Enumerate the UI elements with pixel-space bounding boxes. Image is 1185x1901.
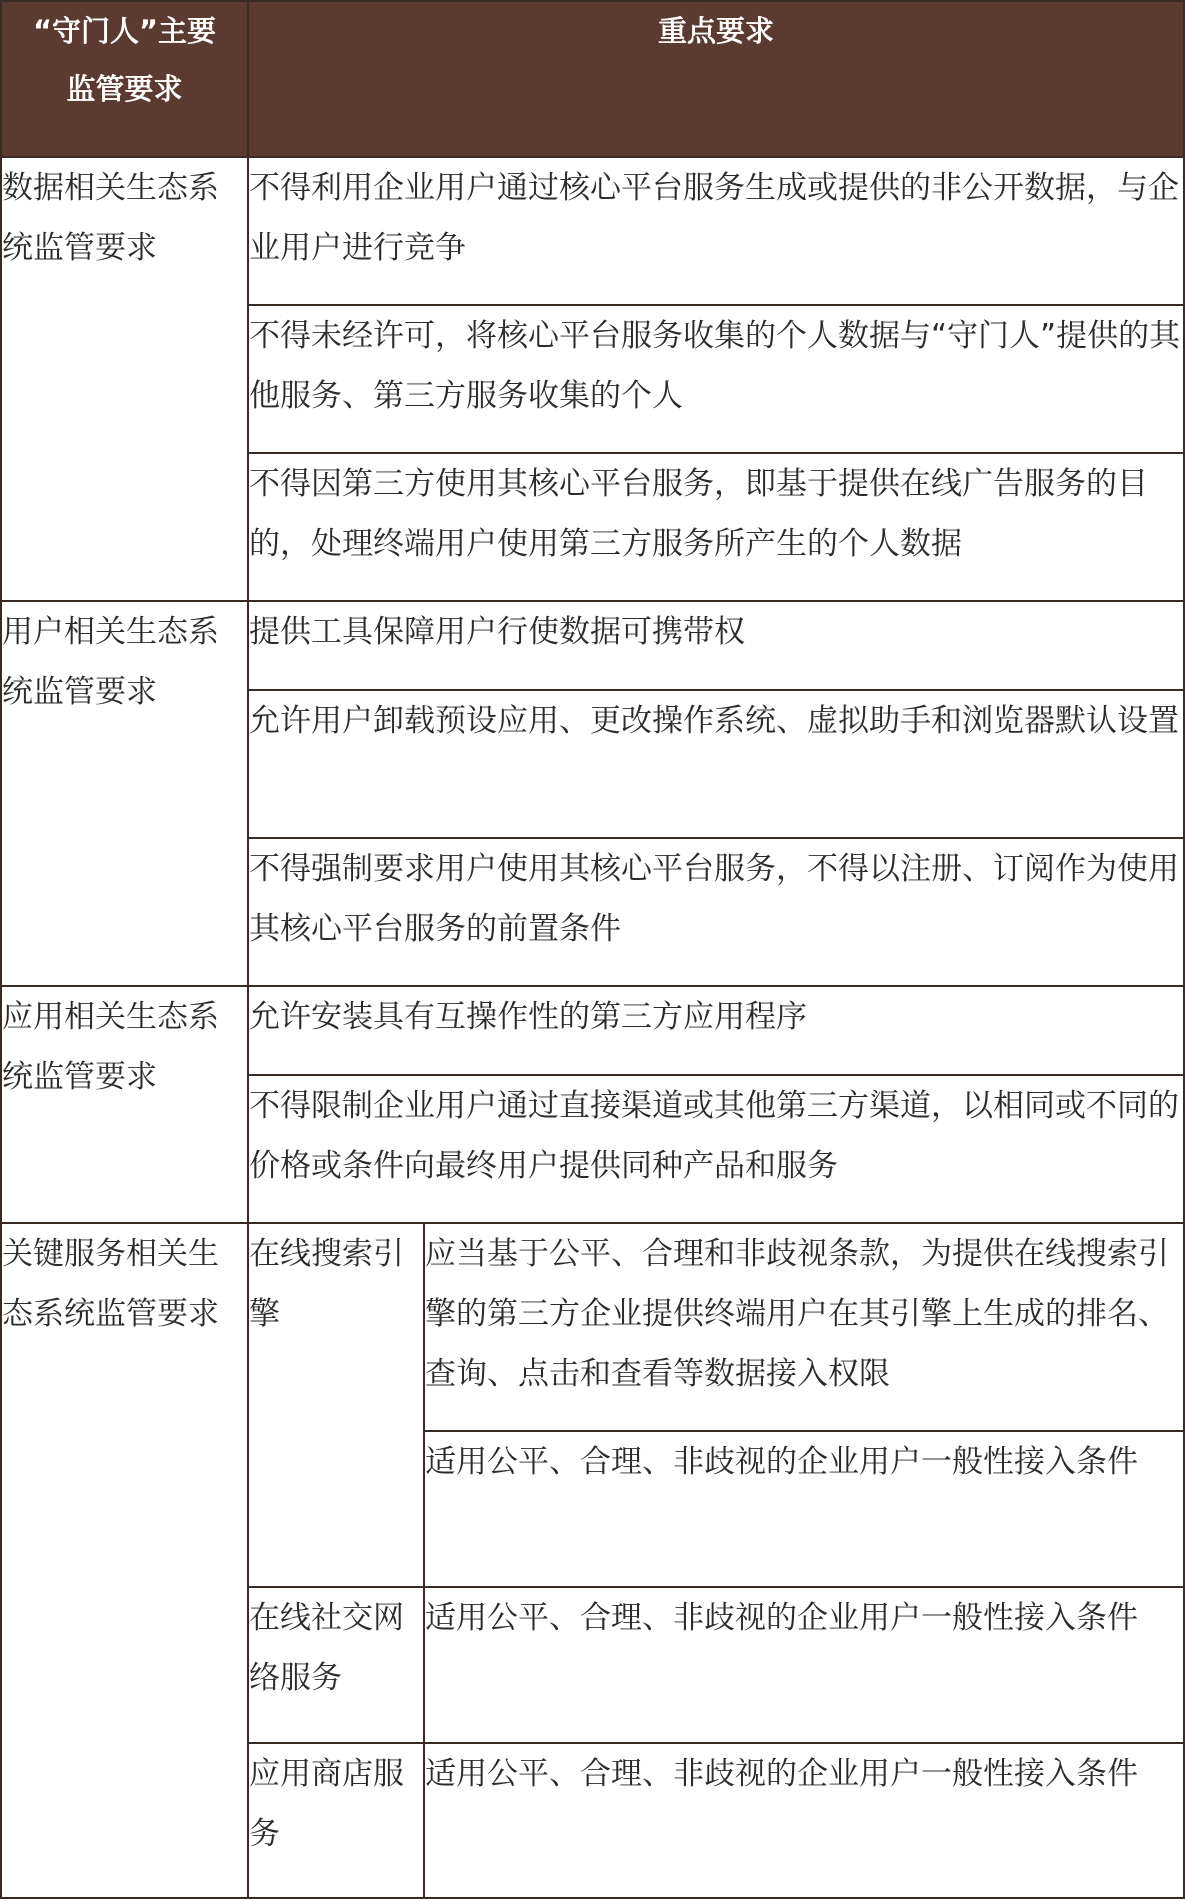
category-cell-data: 数据相关生态系统监管要求 — [1, 157, 248, 601]
category-cell-apps: 应用相关生态系统监管要求 — [1, 986, 248, 1223]
requirement-cell: 不得因第三方使用其核心平台服务，即基于提供在线广告服务的目的，处理终端用户使用第三方服务所产生的个人数据 — [248, 453, 1184, 601]
table-row — [1, 157, 1184, 305]
requirement-cell: 允许安装具有互操作性的第三方应用程序 — [248, 986, 1184, 1075]
category-cell-key-services: 关键服务相关生态系统监管要求 — [1, 1223, 248, 1898]
category-cell-users: 用户相关生态系统监管要求 — [1, 601, 248, 986]
service-cell-app-store: 应用商店服务 — [248, 1743, 424, 1898]
service-cell-search-engine: 在线搜索引擎 — [248, 1223, 424, 1587]
table-row — [1, 601, 1184, 690]
requirement-cell: 适用公平、合理、非歧视的企业用户一般性接入条件 — [424, 1431, 1184, 1587]
requirement-cell: 不得未经许可，将核心平台服务收集的个人数据与“守门人”提供的其他服务、第三方服务收集的个人 — [248, 305, 1184, 453]
requirement-cell: 提供工具保障用户行使数据可携带权 — [248, 601, 1184, 690]
requirement-cell: 不得强制要求用户使用其核心平台服务，不得以注册、订阅作为使用其核心平台服务的前置条件 — [248, 838, 1184, 986]
table-row — [1, 1223, 1184, 1431]
table-row — [1, 986, 1184, 1075]
requirement-cell: 适用公平、合理、非歧视的企业用户一般性接入条件 — [424, 1587, 1184, 1743]
requirement-cell: 不得限制企业用户通过直接渠道或其他第三方渠道，以相同或不同的价格或条件向最终用户提供同种产品和服务 — [248, 1075, 1184, 1223]
header-key-requirements: 重点要求 — [248, 1, 1184, 157]
service-cell-social-network: 在线社交网络服务 — [248, 1587, 424, 1743]
requirement-cell: 应当基于公平、合理和非歧视条款，为提供在线搜索引擎的第三方企业提供终端用户在其引擎上生成的排名、查询、点击和查看等数据接入权限 — [424, 1223, 1184, 1431]
requirement-cell: 不得利用企业用户通过核心平台服务生成或提供的非公开数据，与企业用户进行竞争 — [248, 157, 1184, 305]
requirement-cell: 适用公平、合理、非歧视的企业用户一般性接入条件 — [424, 1743, 1184, 1898]
header-requirement-type: “守门人”主要监管要求 — [1, 1, 248, 157]
requirement-cell: 允许用户卸载预设应用、更改操作系统、虚拟助手和浏览器默认设置 — [248, 690, 1184, 838]
header-row — [1, 1, 1184, 157]
